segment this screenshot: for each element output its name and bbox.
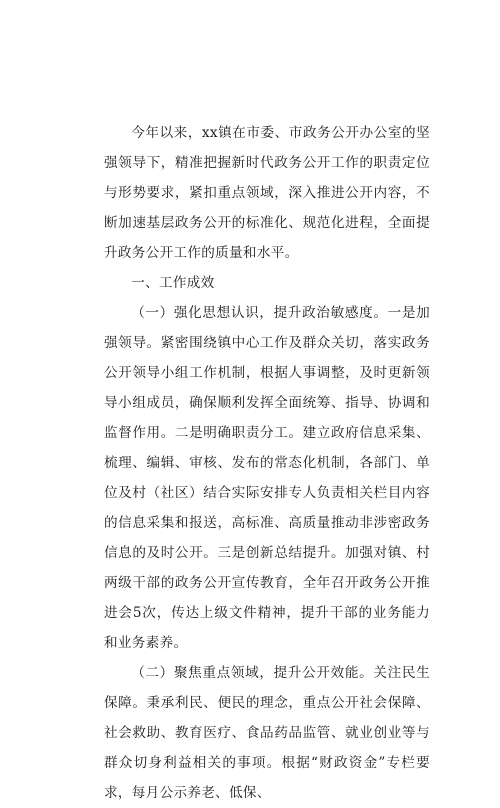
paragraph-key-areas: （二）聚焦重点领域，提升公开效能。关注民生保障。秉承利民、便民的理念，重点公开社会保障、社会救助、教育医疗、食品药品监管、就业创业等与群众切身利益相关的事项。根据“财政资金”专栏要求，每月公示养老、低保、 xyxy=(104,665,430,801)
section-heading-work-results: 一、工作成效 xyxy=(131,275,215,291)
paragraph-political-awareness: （一）强化思想认识，提升政治敏感度。一是加强领导。紧密围绕镇中心工作及群众关切，落实政务公开领导小组工作机制，根据人事调整，及时更新领导小组成员，确保顺利发挥全面统筹、指导、协调和监督作用。二是明确职责分工。建立政府信息采集、梳理、编辑、审核、发布的常态化机制，各部门、单位及村（社区）结合实际安排专人负责相关栏目内容的信息采集和报送，高标准、高质量推动非涉密政务信息的及时公开。三是创新总结提升。加强对镇、村两级干部的政务公开宣传教育，全年召开政务公开推进会5次，传达上级文件精神，提升干部的业务能力和业务素养。 xyxy=(104,305,430,651)
intro-paragraph: 今年以来，xx镇在市委、市政务公开办公室的坚强领导下，精准把握新时代政务公开工作的职责定位与形势要求，紧扣重点领域，深入推进公开内容，不断加速基层政务公开的标准化、规范化进程，全面提升政务公开工作的质量和水平。 xyxy=(104,125,430,261)
document-body xyxy=(104,118,430,808)
